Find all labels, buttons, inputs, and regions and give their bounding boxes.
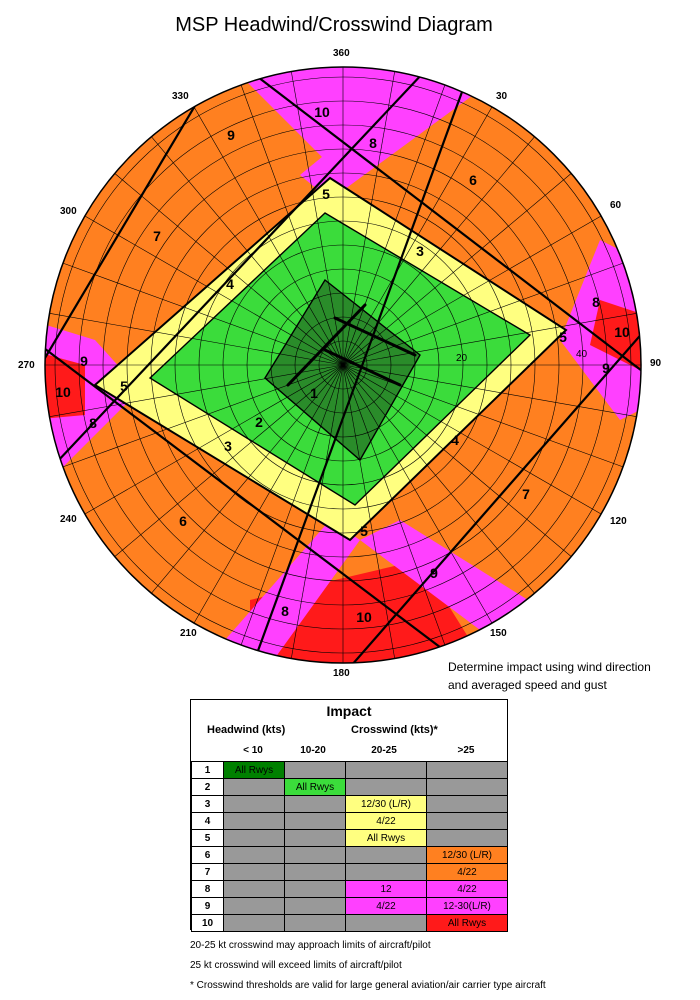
table-row	[192, 830, 508, 847]
page-title: MSP Headwind/Crosswind Diagram	[175, 14, 493, 36]
compass-label-210: 210	[180, 628, 197, 639]
impact-cell: 4/22	[346, 813, 427, 830]
impact-cell: 12	[346, 881, 427, 898]
impact-cell: 4/22	[346, 898, 427, 915]
impact-cell	[224, 864, 285, 881]
compass-label-240: 240	[60, 514, 77, 525]
speed-label-40: 40	[576, 349, 588, 360]
row-number: 10	[192, 915, 224, 932]
compass-label-120: 120	[610, 516, 627, 527]
compass-label-30: 30	[496, 91, 508, 102]
table-row	[192, 796, 508, 813]
table-row	[192, 864, 508, 881]
zone-number: 5	[322, 186, 330, 202]
zone-number: 5	[360, 523, 368, 539]
zone-number: 2	[255, 414, 263, 430]
table-row	[192, 915, 508, 932]
zone-number: 6	[179, 513, 187, 529]
impact-cell: 12/30 (L/R)	[427, 847, 508, 864]
impact-cell: All Rwys	[427, 915, 508, 932]
impact-cell	[224, 881, 285, 898]
zone-number: 7	[153, 228, 161, 244]
impact-table	[190, 699, 508, 930]
compass-label-270: 270	[18, 360, 35, 371]
zone-number: 10	[614, 324, 630, 340]
impact-cell	[285, 881, 346, 898]
zone-number: 8	[281, 603, 289, 619]
impact-cell: 4/22	[427, 881, 508, 898]
zone-number: 9	[80, 353, 88, 369]
impact-cell	[285, 898, 346, 915]
row-number: 4	[192, 813, 224, 830]
impact-cell: All Rwys	[224, 762, 285, 779]
impact-cell	[224, 796, 285, 813]
impact-cell	[427, 830, 508, 847]
zone-number: 9	[227, 127, 235, 143]
crosswind-header: Crosswind (kts)*	[351, 724, 438, 736]
zone-number: 8	[592, 294, 600, 310]
impact-cell	[346, 915, 427, 932]
table-row	[192, 779, 508, 796]
impact-cell	[427, 762, 508, 779]
impact-cell	[285, 762, 346, 779]
zone-number: 6	[469, 172, 477, 188]
zone-number: 4	[451, 432, 459, 448]
impact-cell	[285, 915, 346, 932]
impact-cell: 12-30(L/R)	[427, 898, 508, 915]
footnote-3: * Crosswind thresholds are valid for large general aviation/air carrier type aircraft	[190, 980, 546, 991]
impact-cell	[346, 847, 427, 864]
compass-label-90: 90	[650, 358, 662, 369]
zone-number: 5	[559, 329, 567, 345]
zone-number: 1	[310, 385, 318, 401]
note-line-1: Determine impact using wind direction	[448, 660, 651, 674]
impact-cell	[285, 864, 346, 881]
impact-cell	[224, 898, 285, 915]
column-header: 20-25	[371, 745, 397, 756]
zone-number: 9	[430, 565, 438, 581]
impact-cell	[285, 813, 346, 830]
impact-cell	[427, 796, 508, 813]
note-line-2: and averaged speed and gust	[448, 678, 607, 692]
row-number: 5	[192, 830, 224, 847]
zone-number: 8	[369, 135, 377, 151]
zone-number: 3	[416, 243, 424, 259]
row-number: 6	[192, 847, 224, 864]
impact-cell	[224, 915, 285, 932]
compass-label-60: 60	[610, 200, 622, 211]
compass-label-150: 150	[490, 628, 507, 639]
zone-number: 4	[226, 276, 234, 292]
column-header: < 10	[243, 745, 263, 756]
compass-label-300: 300	[60, 206, 77, 217]
impact-title: Impact	[326, 703, 372, 719]
row-number: 9	[192, 898, 224, 915]
impact-cell	[285, 847, 346, 864]
table-row	[192, 762, 508, 779]
zone-number: 10	[55, 384, 71, 400]
table-row	[192, 898, 508, 915]
row-number: 7	[192, 864, 224, 881]
compass-label-360: 360	[333, 48, 350, 59]
headwind-header: Headwind (kts)	[207, 724, 286, 736]
zone-number: 5	[120, 378, 128, 394]
column-header: >25	[457, 745, 475, 756]
row-number: 3	[192, 796, 224, 813]
impact-cell: 4/22	[427, 864, 508, 881]
table-row	[192, 847, 508, 864]
impact-cell	[224, 847, 285, 864]
table-row	[192, 881, 508, 898]
zone-number: 7	[522, 486, 530, 502]
impact-cell	[285, 830, 346, 847]
zone-number: 10	[356, 609, 372, 625]
zone-number: 3	[224, 438, 232, 454]
row-number: 8	[192, 881, 224, 898]
footnote-1: 20-25 kt crosswind may approach limits of aircraft/pilot	[190, 940, 431, 951]
zone-number: 8	[89, 415, 97, 431]
compass-label-180: 180	[333, 668, 350, 679]
footnote-2: 25 kt crosswind will exceed limits of aircraft/pilot	[190, 960, 402, 971]
compass-label-330: 330	[172, 91, 189, 102]
impact-grid	[191, 761, 508, 932]
impact-cell	[224, 779, 285, 796]
impact-cell: All Rwys	[285, 779, 346, 796]
impact-cell	[346, 779, 427, 796]
zone-number: 10	[314, 104, 330, 120]
impact-cell	[427, 779, 508, 796]
impact-cell: 12/30 (L/R)	[346, 796, 427, 813]
row-number: 1	[192, 762, 224, 779]
impact-cell	[346, 762, 427, 779]
speed-label-20: 20	[456, 353, 468, 364]
impact-cell	[224, 813, 285, 830]
impact-cell	[285, 796, 346, 813]
impact-cell	[346, 864, 427, 881]
impact-cell: All Rwys	[346, 830, 427, 847]
zone-number: 9	[602, 360, 610, 376]
instruction-note	[448, 658, 651, 694]
impact-cell	[224, 830, 285, 847]
table-row	[192, 813, 508, 830]
row-number: 2	[192, 779, 224, 796]
impact-cell	[427, 813, 508, 830]
column-header: 10-20	[300, 745, 326, 756]
